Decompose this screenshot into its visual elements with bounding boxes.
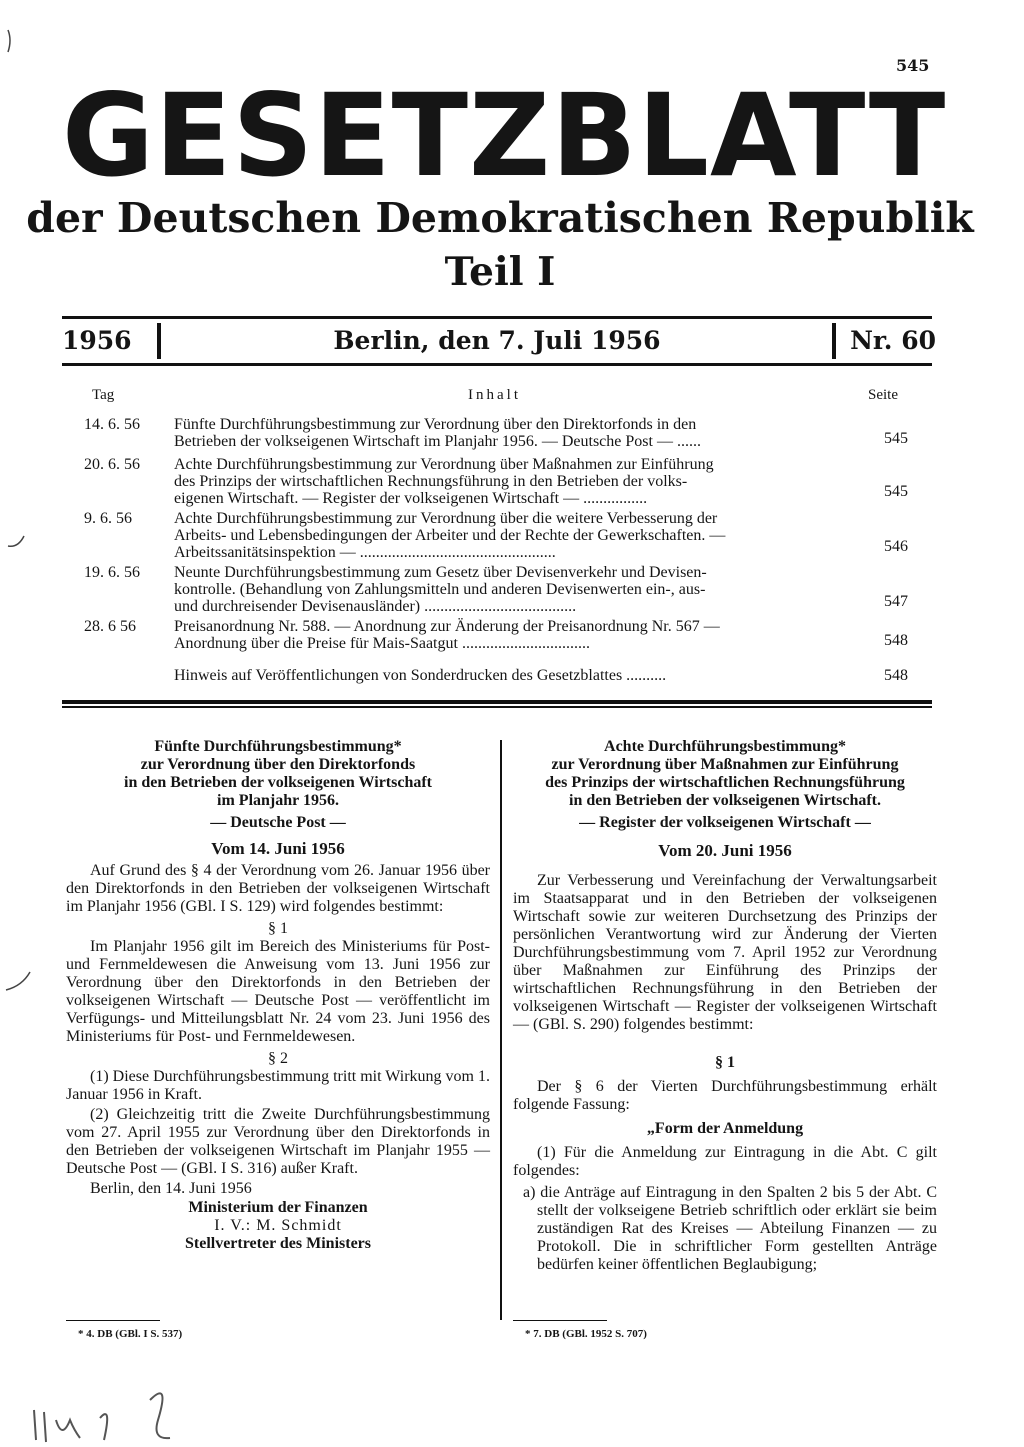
toc-col-title: Inhalt xyxy=(468,387,521,403)
toc-line: Arbeits- und Lebensbedingungen der Arbeiter und der Rechte der Gewerkschaften. — xyxy=(174,527,726,544)
quote-heading: „Form der Anmeldung xyxy=(646,1120,804,1137)
section-heading: § 2 xyxy=(268,1050,288,1067)
section-text: (1) Diese Durchführungsbestimmung tritt mit Wirkung vom 1. Januar 1956 in Kraft. xyxy=(66,1068,490,1103)
toc-line: eigenen Wirtschaft. — Register der volkseigenen Wirtschaft — ................ xyxy=(174,490,648,507)
toc-entry-page: 547 xyxy=(884,593,908,610)
issue-year: 1956 xyxy=(62,323,161,359)
section-text: Der § 6 der Vierten Durchführungsbestimmung erhält folgende Fassung: xyxy=(513,1078,937,1113)
signer-name: I. V.: M. Schmidt xyxy=(214,1217,342,1234)
footnote: * 7. DB (GBl. 1952 S. 707) xyxy=(525,1328,647,1340)
toc-line: Achte Durchführungsbestimmung zur Verordnung über Maßnahmen zur Einführung xyxy=(174,456,714,473)
title-line: in den Betrieben der volkseigenen Wirtschaft xyxy=(124,774,432,791)
toc-line: Betrieben der volkseigenen Wirtschaft im Planjahr 1956. — Deutsche Post — ...... xyxy=(174,433,701,450)
issue-place-date: Berlin, den 7. Juli 1956 xyxy=(333,326,661,355)
pen-mark xyxy=(8,30,10,52)
title-line: im Planjahr 1956. xyxy=(217,792,339,809)
toc-line: Preisanordnung Nr. 588. — Anordnung zur Änderung der Preisanordnung Nr. 567 — xyxy=(174,618,720,635)
title-line: zur Verordnung über Maßnahmen zur Einführung xyxy=(551,756,899,773)
article-preamble: Zur Verbesserung und Vereinfachung der Verwaltungsarbeit im Staatsapparat und in den Betrieben der volkseigenen Wirtschaft sowie zur weiteren Durchsetzung des Prinzips der persönlichen Verantwortung wird zur Änderung der Vierten Durchführungsbestimmung vom 7. April 1952 zur Verordnung über Maßnahmen zur Einführung des Prinzips der wirtschaftlichen Rechnungsführung in den Betrieben der volkseigenen Wirtschaft — Register der volkseigenen Wirtschaft — (GBl. S. 290) folgendes bestimmt: xyxy=(513,872,937,1033)
toc-line: Fünfte Durchführungsbestimmung zur Verordnung über den Direktorfonds in den xyxy=(174,416,697,433)
masthead-subtitle: der Deutschen Demokratischen Republik xyxy=(26,194,974,242)
section-text: Im Planjahr 1956 gilt im Bereich des Ministeriums für Post- und Fernmeldewesen die Anweisung vom 13. Juni 1956 zur Verordnung über den Direktorfonds in den Betrieben der volkseigenen Wirtschaft — Deutsche Post — veröffentlicht im Verfügungs- und Mitteilungsblatt Nr. 24 vom 23. Juni 1956 des Ministeriums für Post- und Fernmeldewesen. xyxy=(66,938,490,1045)
article-date: Vom 20. Juni 1956 xyxy=(658,841,792,860)
toc-line: Anordnung über die Preise für Mais-Saatgut ................................ xyxy=(174,635,590,652)
section-heading: § 1 xyxy=(268,920,288,937)
article-preamble: Auf Grund des § 4 der Verordnung vom 26. Januar 1956 über den Direktorfonds in den Betrieben der volkseigenen Wirtschaft im Planjahr 1956 (GBl. I S. 129) wird folgendes bestimmt: xyxy=(66,862,490,915)
list-item: a) die Anträge auf Eintragung in den Spalten 2 bis 5 der Abt. C stellt der volkseigene Betrieb schriftlich oder erklärt sie beim zuständigen Rat des Kreises — Abteilung Finanzen — zu Protokoll. Die in schriftlicher Form gestellten Anträge bedürfen keiner öffentlichen Beglaubigung; xyxy=(523,1184,937,1273)
toc-col-date: Tag xyxy=(92,387,115,403)
toc-line: und durchreisender Devisenausländer) ...................................... xyxy=(174,598,577,615)
signer-role: Stellvertreter des Ministers xyxy=(184,1235,371,1252)
masthead-title: GESETZBLATT xyxy=(62,69,947,203)
place-date: Berlin, den 14. Juni 1956 xyxy=(90,1180,252,1197)
toc-entry-date: 28. 6 56 xyxy=(84,618,136,635)
part-label: Teil I xyxy=(444,249,556,295)
toc-line: des Prinzips der wirtschaftlichen Rechnungsführung in den Betrieben der volks- xyxy=(174,473,688,490)
ministry-name: Ministerium der Finanzen xyxy=(188,1199,368,1216)
section-heading: § 1 xyxy=(715,1054,735,1071)
toc-entry-page: 545 xyxy=(884,430,908,447)
toc-hint[interactable]: Hinweis auf Veröffentlichungen von Sonderdrucken des Gesetzblattes .......... xyxy=(174,667,667,684)
toc-line: Neunte Durchführungsbestimmung zum Gesetz über Devisenverkehr und Devisen- xyxy=(174,564,707,581)
title-line: des Prinzips der wirtschaftlichen Rechnungsführung xyxy=(545,774,905,791)
toc-entry-date: 19. 6. 56 xyxy=(84,564,140,581)
page-number: 545 xyxy=(896,56,930,75)
pen-mark xyxy=(6,972,30,990)
toc-col-page: Seite xyxy=(868,387,898,403)
toc-line: kontrolle. (Behandlung von Zahlungsmitteln und anderen Devisenwerten ein-, aus- xyxy=(174,581,706,598)
toc-entry-date: 14. 6. 56 xyxy=(84,416,140,433)
title-line: Fünfte Durchführungsbestimmung* xyxy=(154,738,402,755)
article-date: Vom 14. Juni 1956 xyxy=(211,839,345,858)
pen-mark xyxy=(8,536,24,546)
article-agency: — Register der volkseigenen Wirtschaft — xyxy=(579,814,871,831)
toc-entry-page: 545 xyxy=(884,483,908,500)
toc-entry-page: 546 xyxy=(884,538,908,555)
toc-line: Achte Durchführungsbestimmung zur Verordnung über die weitere Verbesserung der xyxy=(174,510,718,527)
toc-entry-page: 548 xyxy=(884,632,908,649)
title-line: in den Betrieben der volkseigenen Wirtschaft. xyxy=(569,792,881,809)
paragraph: (1) Für die Anmeldung zur Eintragung in die Abt. C gilt folgendes: xyxy=(513,1144,937,1179)
issue-number: Nr. 60 xyxy=(832,323,936,359)
title-line: zur Verordnung über den Direktorfonds xyxy=(140,756,416,773)
toc-hint-page: 548 xyxy=(884,667,908,684)
toc-entry-date: 9. 6. 56 xyxy=(84,510,132,527)
toc-line: Arbeitssanitätsinspektion — ................................................. xyxy=(174,544,556,561)
footnote: * 4. DB (GBl. I S. 537) xyxy=(78,1328,183,1340)
handwritten-note xyxy=(150,1393,170,1438)
title-line: Achte Durchführungsbestimmung* xyxy=(604,738,846,755)
handwritten-note xyxy=(34,1410,107,1442)
article-agency: — Deutsche Post — xyxy=(210,814,346,831)
toc-entry-date: 20. 6. 56 xyxy=(84,456,140,473)
section-text: (2) Gleichzeitig tritt die Zweite Durchführungsbestimmung vom 27. April 1955 zur Verordnung über den Direktorfonds in den Betrieben der volkseigenen Wirtschaft im Planjahr 1955 — Deutsche Post — (GBl. I S. 316) außer Kraft. xyxy=(66,1106,490,1177)
